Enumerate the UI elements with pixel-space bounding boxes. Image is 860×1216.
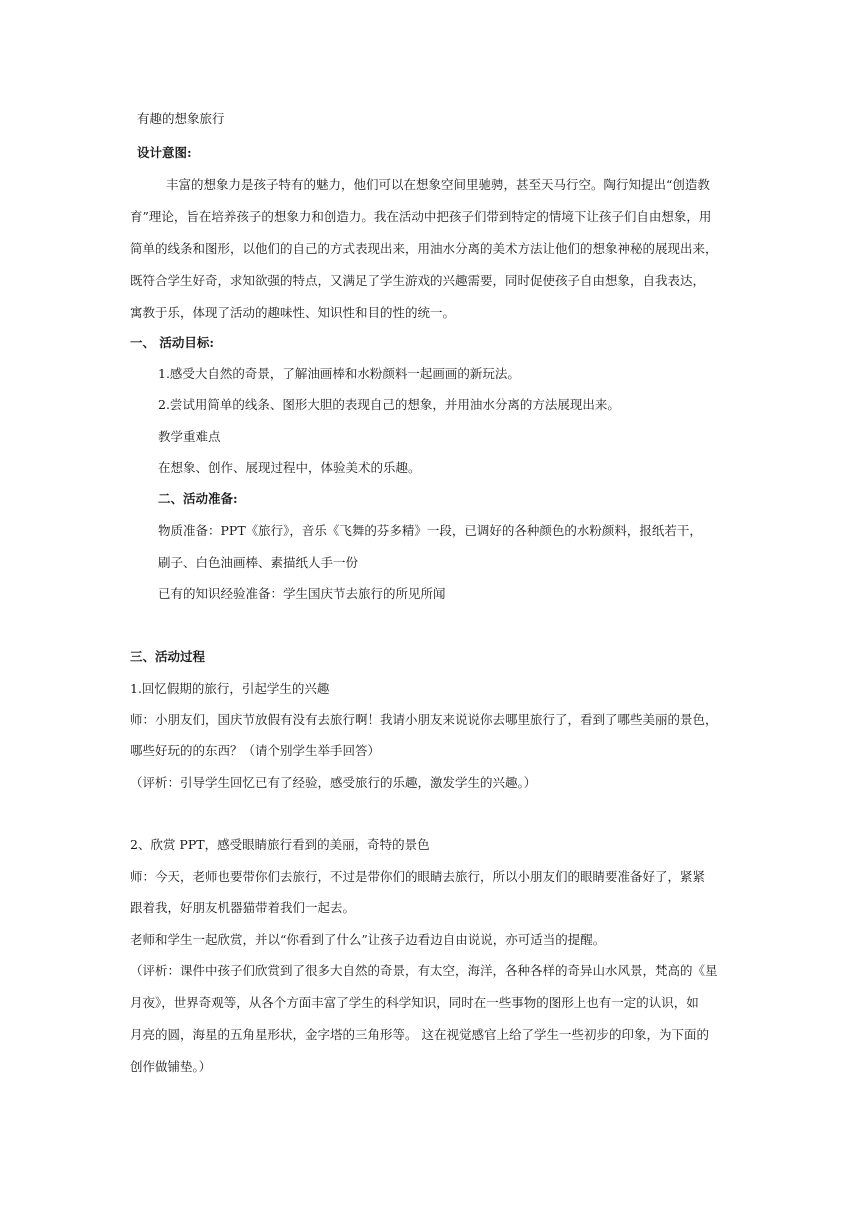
step2-teacher-line-2: 跟着我，好朋友机器猫带着我们一起去。 <box>130 900 356 915</box>
design-intent-line-2: 育”理论，旨在培养孩子的想象力和创造力。我在活动中把孩子们带到特定的情境下让孩子们自由想象，用 <box>130 209 712 224</box>
step2-teacher-line-1: 师：今天，老师也要带你们去旅行，不过是带你们的眼睛去旅行，所以小朋友们的眼睛要准备好了，紧紧 <box>130 869 706 884</box>
knowledge-prep: 已有的知识经验准备：学生国庆节去旅行的所见所闻 <box>158 586 446 601</box>
step1-comment: （评析：引导学生回忆已有了经验，感受旅行的乐趣，激发学生的兴趣。） <box>130 775 537 790</box>
goal-item-1: 1.感受大自然的奇景，了解油画棒和水粉颜料一起画画的新玩法。 <box>158 366 520 381</box>
step1-teacher-line-2: 哪些好玩的的东西？（请个别学生举手回答） <box>130 743 381 758</box>
step2-comment-line-2: 月夜》，世界奇观等，从各个方面丰富了学生的科学知识，同时在一些事物的图形上也有一定的认识，如 <box>130 995 699 1010</box>
step2-comment-line-3: 月亮的圆，海星的五角星形状，金字塔的三角形等。 这在视觉感官上给了学生一些初步的印象，为下面的 <box>130 1027 709 1042</box>
step1-teacher-line-1: 师：小朋友们，国庆节放假有没有去旅行啊！我请小朋友来说说你去哪里旅行了，看到了哪些美丽的景色， <box>130 712 718 727</box>
design-intent-line-3: 简单的线条和图形，以他们的自己的方式表现出来，用油水分离的美术方法让他们的想象神秘的展现出来， <box>130 241 718 256</box>
step2-comment-line-1: （评析：课件中孩子们欣赏到了很多大自然的奇景，有太空，海洋，各种各样的奇异山水风景，梵高的《星 <box>130 963 718 978</box>
design-intent-line-1: 丰富的想象力是孩子特有的魅力，他们可以在想象空间里驰骋，甚至天马行空。陶行知提出“创造教 <box>166 177 710 192</box>
key-points-label: 教学重难点 <box>158 429 221 444</box>
design-intent-line-4: 既符合学生好奇，求知欲强的特点，又满足了学生游戏的兴趣需要，同时促使孩子自由想象，自我表达， <box>130 273 706 288</box>
section-heading-goals: 一、 活动目标: <box>130 335 214 350</box>
step2-together: 老师和学生一起欣赏，并以“你看到了什么”让孩子边看边自由说说，亦可适当的提醒。 <box>130 932 606 947</box>
design-intent-heading: 设计意图: <box>137 145 192 160</box>
section-heading-preparation: 二、活动准备: <box>158 491 238 506</box>
goal-item-2: 2.尝试用简单的线条、图形大胆的表现自己的想象，并用油水分离的方法展现出来。 <box>158 397 620 412</box>
key-points-text: 在想象、创作、展现过程中，体验美术的乐趣。 <box>158 460 421 475</box>
design-intent-line-5: 寓教于乐，体现了活动的趣味性、知识性和目的性的统一。 <box>130 305 456 320</box>
section-heading-process: 三、活动过程 <box>130 649 206 664</box>
material-prep-line-1: 物质准备：PPT《旅行》，音乐《飞舞的芬多精》一段，已调好的各种颜色的水粉颜料，报纸若干， <box>158 523 702 538</box>
document-title: 有趣的想象旅行 <box>137 111 225 126</box>
step1-title: 1.回忆假期的旅行，引起学生的兴趣 <box>130 681 330 696</box>
step2-comment-line-4: 创作做铺垫。） <box>130 1059 212 1074</box>
material-prep-line-2: 刷子、白色油画棒、素描纸人手一份 <box>158 555 359 570</box>
step2-title: 2、欣赏 PPT，感受眼睛旅行看到的美丽，奇特的景色 <box>130 837 430 852</box>
